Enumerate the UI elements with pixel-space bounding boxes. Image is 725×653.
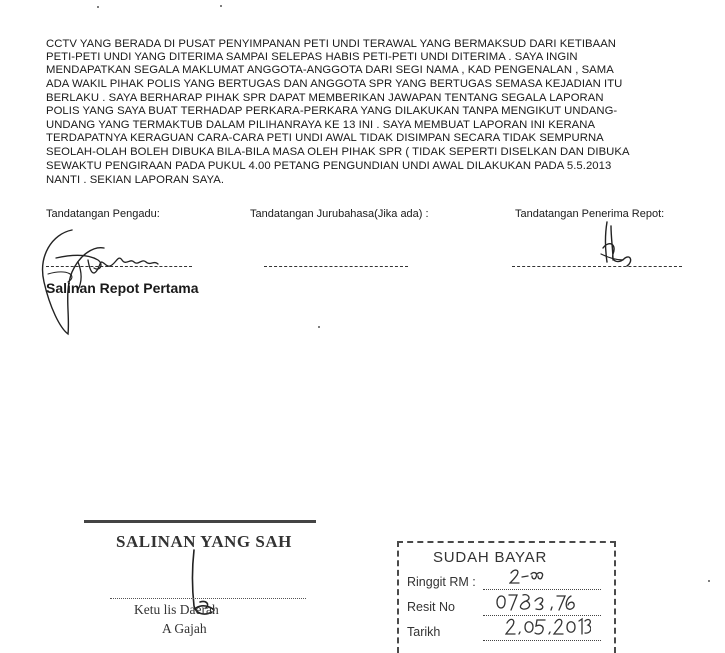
certified-copy-title: SALINAN YANG SAH: [116, 532, 292, 551]
ringgit-label: Ringgit RM :: [407, 575, 476, 589]
section-heading: Salinan Repot Pertama: [46, 280, 199, 296]
ringgit-value: [509, 567, 545, 585]
certified-copy-office: Ketu lis Daerah: [134, 602, 219, 617]
tarikh-dotline: [483, 640, 601, 641]
report-line: SEOLAH-OLAH BOLEH DIBUKA BILA-BILA MASA OLEH PIHAK SPR ( TIDAK SEPERTI DISELKAN DAN DIBUKA: [46, 146, 630, 158]
payment-stamp-title: SUDAH BAYAR: [433, 549, 548, 566]
stamp-signature-line: [110, 598, 306, 599]
report-line: POLIS YANG SAYA BUAT TERHADAP PERKARA-PERKARA YANG DILAKUKAN TANPA MENGIKUT UNDANG-: [46, 105, 618, 117]
report-line: UNDANG YANG TERMAKTUB DALAM PILIHANRAYA KE 13 INI . SAYA MEMBUAT LAPORAN INI KERANA: [46, 119, 596, 131]
scan-speck: [318, 326, 320, 328]
scan-speck: [97, 6, 99, 8]
certified-copy-stamp: [84, 514, 322, 639]
tarikh-label: Tarikh: [407, 625, 441, 639]
receiver-signature-label: Tandatangan Penerima Repot:: [515, 208, 665, 220]
report-line: SEWAKTU PENGIRAAN PADA PUKUL 4.00 PETANG PENGUNDIAN UNDI AWAL DILAKUKAN PADA 5.5.2013: [46, 160, 612, 172]
report-line: CCTV YANG BERADA DI PUSAT PENYIMPANAN PETI UNDI TERAWAL YANG BERMAKSUD DARI KETIBAAN: [46, 38, 616, 50]
tarikh-value: [505, 615, 591, 637]
report-line: ADA WAKIL PIHAK POLIS YANG BERTUGAS DAN ANGGOTA SPR YANG BERTUGAS SEMASA KEJADIAN ITU: [46, 78, 623, 90]
interpreter-signature-line: [264, 266, 408, 267]
scan-speck: [220, 5, 222, 7]
interpreter-signature-label: Tandatangan Jurubahasa(Jika ada) :: [250, 208, 429, 220]
report-line: NANTI . SEKIAN LAPORAN SAYA.: [46, 174, 225, 186]
report-line: MENDAPATKAN SEGALA MAKLUMAT ANGGOTA-ANGGOTA DARI SEGI NAMA , KAD PENGENALAN , SAMA: [46, 64, 614, 76]
complainant-signature-label: Tandatangan Pengadu:: [46, 208, 160, 220]
stamp-top-rule: [84, 520, 316, 523]
report-line: TERDAPATNYA KERAGUAN CARA-CARA PETI UNDI AWAL TIDAK DISIMPAN SECARA TIDAK SEMPURNA: [46, 132, 604, 144]
report-line: PETI-PETI UNDI YANG DITERIMA SAMPAI SELEPAS HABIS PETI-PETI UNDI DITERIMA . SAYA INGIN: [46, 51, 578, 63]
resit-value: [495, 590, 589, 612]
certified-copy-district: A Gajah: [162, 621, 207, 636]
resit-label: Resit No: [407, 600, 455, 614]
scan-speck: [708, 580, 710, 582]
receiver-signature: [597, 218, 639, 270]
payment-stamp: [397, 541, 616, 653]
report-line: BERLAKU . SAYA BERHARAP PIHAK SPR DAPAT MEMBERIKAN JAWAPAN TENTANG SEGALA LAPORAN: [46, 92, 604, 104]
